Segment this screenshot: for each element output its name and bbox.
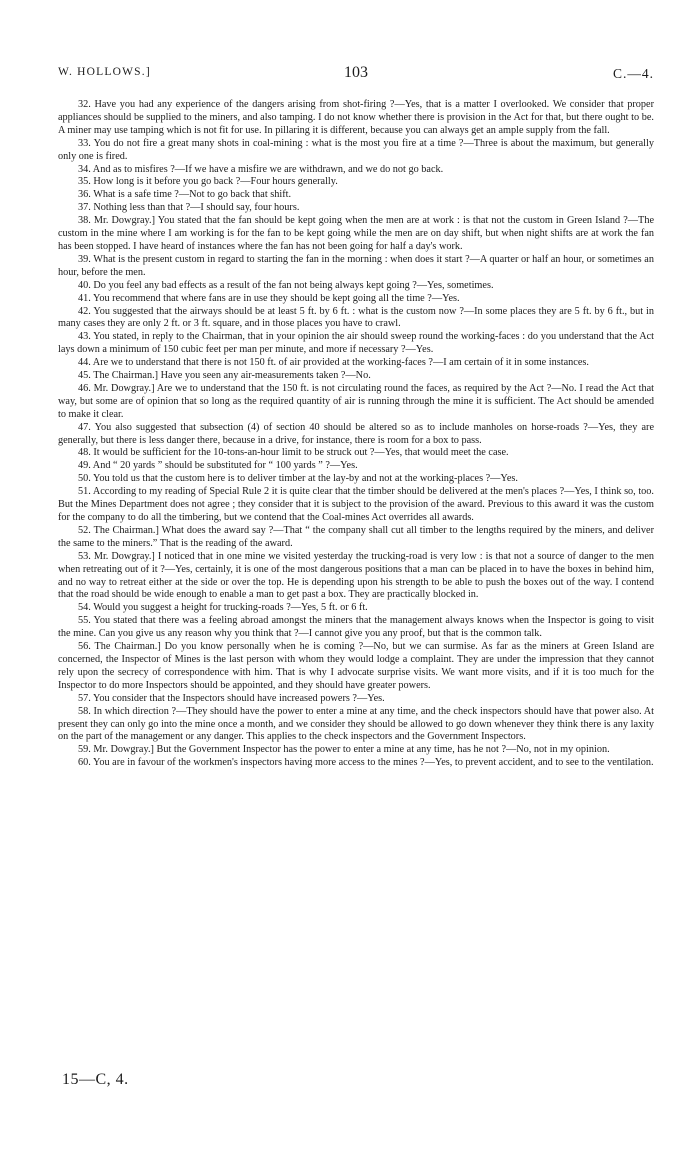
question-paragraph: 60. You are in favour of the workmen's inspectors having more access to the mines ?—Yes, to prevent accident, and to see to the ventilation. [78, 757, 654, 769]
question-paragraph: 44. Are we to understand that there is not 150 ft. of air provided at the working-faces ?—I am certain of it in some instances. [78, 357, 589, 369]
question-paragraph: 50. You told us that the custom here is to deliver timber at the lay-by and not at the working-places ?—Yes. [78, 473, 518, 485]
question-paragraph: 56. The Chairman.] Do you know personally when he is coming ?—No, but we can surmise. As far as the miners at Green Island are concerned, the Inspector of Mines is the last person with whom they would lodge a complaint. They are under the impression that they cannot rely upon the secrecy of correspondence with him. That is why I advocate surprise visits. We want more visits, and if it is too much for the Inspector to do more Inspectors should be appointed, and they should have greater powers. [58, 641, 654, 691]
question-paragraph: 39. What is the present custom in regard to starting the fan in the morning : when does it start ?—A quarter or half an hour, or sometimes an hour, before the men. [58, 253, 654, 278]
question-paragraph: 37. Nothing less than that ?—I should say, four hours. [78, 202, 300, 214]
page-header [58, 66, 654, 86]
question-paragraph: 41. You recommend that where fans are in use they should be kept going all the time ?—Yes. [78, 292, 460, 304]
question-paragraph: 35. How long is it before you go back ?—Four hours generally. [78, 176, 338, 188]
page-number: 103 [344, 64, 368, 81]
question-paragraph: 32. Have you had any experience of the dangers arising from shot-firing ?—Yes, that is a matter I overlooked. We consider that proper appliances should be supplied to the miners, and also tamping. I do not know whether there is provision in the Act for that, but there ought to be. A miner may use tamping which is not fit for use. In pillaring it is different, because you can always get an ample supply from the fall. [58, 99, 654, 136]
question-paragraph: 33. You do not fire a great many shots in coal-mining : what is the most you fire at a time ?—Three is about the maximum, but generally only one is fired. [58, 137, 654, 162]
testimony-body [58, 99, 654, 770]
question-paragraph: 57. You consider that the Inspectors should have increased powers ?—Yes. [78, 692, 385, 704]
document-reference: C.—4. [612, 66, 654, 81]
question-paragraph: 34. And as to misfires ?—If we have a misfire we are withdrawn, and we do not go back. [78, 163, 444, 175]
question-paragraph: 38. Mr. Dowgray.] You stated that the fan should be kept going when the men are at work : is that not the custom in Green Island ?—The custom in the mine where I am working is for the fan to be kept going while the men are on day shift, but when night shifts are at work the fan has been stopped. I have heard of instances where the fan has not been going for half a day's work. [58, 215, 654, 252]
question-paragraph: 58. In which direction ?—They should have the power to enter a mine at any time, and the check inspectors should have that power also. At present they can only go into the mine once a month, and we consider they should be allowed to go down whenever they think there is any laxity on the part of the management or any danger. This applies to the check inspectors and the Government Inspectors. [58, 705, 654, 743]
question-paragraph: 46. Mr. Dowgray.] Are we to understand that the 150 ft. is not circulating round the faces, as required by the Act ?—No. I read the Act that way, but some are of opinion that so long as the required quantity of air is running through the mine it is sufficient. The Act should be amended to make it clear. [58, 382, 654, 420]
question-paragraph: 48. It would be sufficient for the 10-tons-an-hour limit to be struck out ?—Yes, that would meet the case. [78, 447, 509, 459]
signature-mark: 15—C, 4. [62, 1071, 129, 1088]
question-paragraph: 53. Mr. Dowgray.] I noticed that in one mine we visited yesterday the trucking-road is very low : is that not a source of danger to the men when retreating out of it ?—Yes, certainly, it is one of the most dangerous positions that a man can be placed in to have the boxes in behind him, and no way to retreat either at the side or over the top. He is depending upon his strength to be able to push the boxes out of the way. I contend that the road should be wide enough to enable a man to get past a box. They are practically blocked in. [58, 550, 654, 601]
question-paragraph: 54. Would you suggest a height for trucking-roads ?—Yes, 5 ft. or 6 ft. [78, 602, 368, 614]
question-paragraph: 51. According to my reading of Special Rule 2 it is quite clear that the timber should be delivered at the men's places ?—Yes, I think so, too. But the Mines Department does not agree ; they consider that it is subject to the provision of the award. Previous to this award it was the custom for the company to do all the timbering, but we contend that the Coal-mines Act overrides all awards. [58, 486, 654, 523]
question-paragraph: 59. Mr. Dowgray.] But the Government Inspector has the power to enter a mine at any time, has he not ?—No, not in my opinion. [78, 744, 610, 756]
question-paragraph: 36. What is a safe time ?—Not to go back that shift. [78, 189, 292, 201]
question-paragraph: 52. The Chairman.] What does the award say ?—That “ the company shall cut all timber to the lengths required by the miners, and deliver the same to the miners.” That is the reading of the award. [58, 524, 654, 549]
question-paragraph: 40. Do you feel any bad effects as a result of the fan not being always kept going ?—Yes, sometimes. [78, 279, 494, 291]
question-paragraph: 42. You suggested that the airways should be at least 5 ft. by 6 ft. : what is the custom now ?—In some places they are 5 ft. by 6 ft., but in many cases they are only 2 ft. or 3 ft. square, and in those places you have to crawl. [58, 305, 654, 330]
question-paragraph: 45. The Chairman.] Have you seen any air-measurements taken ?—No. [78, 370, 371, 382]
witness-name: W. HOLLOWS.] [58, 66, 151, 78]
question-paragraph: 49. And “ 20 yards ” should be substituted for “ 100 yards ” ?—Yes. [78, 460, 358, 472]
question-paragraph: 55. You stated that there was a feeling abroad amongst the miners that the management always knows when the Inspector is going to visit the mine. Can you give us any reason why you think that ?—I cannot give you any proof, but that is the common talk. [58, 615, 654, 640]
question-paragraph: 47. You also suggested that subsection (4) of section 40 should be altered so as to include manholes on horse-roads ?—Yes, they are generally, but there is less danger there, because in a drive, for instance, there is room for a box to pass. [58, 421, 654, 446]
question-paragraph: 43. You stated, in reply to the Chairman, that in your opinion the air should sweep round the working-faces : do you understand that the Act lays down a minimum of 150 cubic feet per man per minute, and more if necessary ?—Yes. [58, 331, 654, 356]
